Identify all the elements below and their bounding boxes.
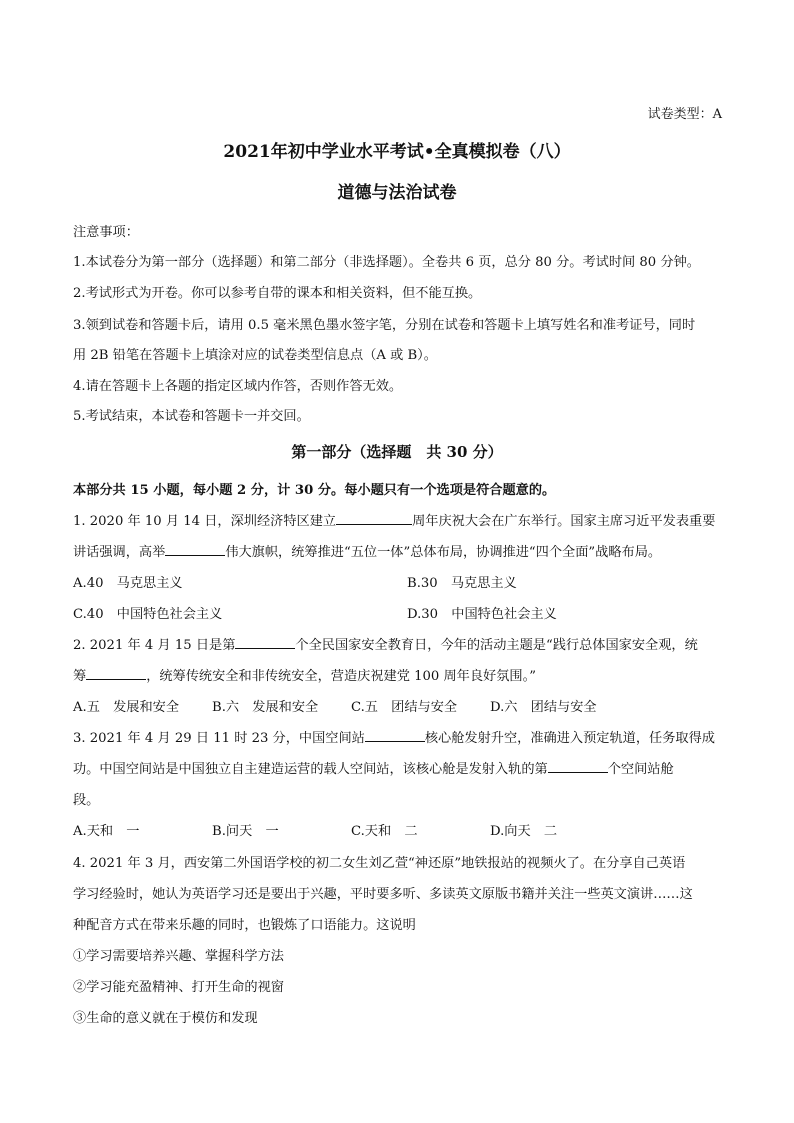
question-3-line-2 [73,758,674,777]
option-d: D.30 中国特色社会主义 [407,607,557,622]
option-d: D.向天 二 [490,824,558,839]
answer-blank [86,666,146,680]
question-2-line-2 [73,665,536,684]
question-1-line-1 [73,510,715,529]
question-text: 伟大旗帜，统筹推进“五位一体”总体布局，协调推进“四个全面”战略布局。 [225,545,662,560]
option-c: C.40 中国特色社会主义 [73,607,223,622]
paper-type-label: 试卷类型：A [647,107,722,122]
question-text: 个全民国家安全教育日，今年的活动主题是“践行总体国家安全观，统 [295,638,698,653]
option-a: A.五 发展和安全 [73,700,180,715]
question-text: ，统筹传统安全和非传统安全，营造庆祝建党 100 周年良好氛围。” [146,669,536,684]
question-text: 功。中国空间站是中国独立自主建造运营的载人空间站，该核心舱是发射入轨的第 [73,762,548,777]
part1-title: 第一部分（选择题 共 30 分） [291,443,503,461]
exam-subtitle: 道德与法治试卷 [337,183,457,203]
note-item: 4.请在答题卡上各题的指定区域内作答，否则作答无效。 [73,379,403,394]
answer-blank [365,728,425,742]
option-a: A.40 马克思主义 [73,576,183,591]
question-text: 1. 2020 年 10 月 14 日，深圳经济特区建立 [73,514,337,529]
question-4-line-1: 4. 2021 年 3 月，西安第二外国语学校的初二女生刘乙萱“神还原”地铁报站的视频火了。在分享自己英语 [73,856,686,871]
option-d: D.六 团结与安全 [490,700,597,715]
option-c: C.五 团结与安全 [351,700,458,715]
note-item: 用 2B 铅笔在答题卡上填涂对应的试卷类型信息点（A 或 B）。 [73,348,437,363]
note-item: 1.本试卷分为第一部分（选择题）和第二部分（非选择题）。全卷共 6 页，总分 80 分。考试时间 80 分钟。 [73,255,700,270]
question-text: 周年庆祝大会在广东举行。国家主席习近平发表重要 [412,514,716,529]
question-3-line-1 [73,727,715,746]
question-text: 核心舱发射升空，准确进入预定轨道，任务取得成 [424,731,715,746]
question-4-line-3: 种配音方式在带来乐趣的同时，也锻炼了口语能力。这说明 [73,918,416,933]
note-item: 3.领到试卷和答题卡后，请用 0.5 毫米黑色墨水签字笔，分别在试卷和答题卡上填写姓名和准考证号，同时 [73,318,696,333]
question-3-line-3: 段。 [73,793,100,808]
option-b: B.30 马克思主义 [407,576,517,591]
exam-title: 2021年初中学业水平考试•全真模拟卷（八） [223,142,571,162]
option-c: C.天和 二 [351,824,418,839]
question-text: 个空间站舱 [607,762,674,777]
question-text: 讲话强调，高举 [73,545,166,560]
option-a: A.天和 一 [73,824,140,839]
question-1-line-2 [73,541,661,560]
answer-blank [336,511,412,525]
part1-instruction: 本部分共 15 小题，每小题 2 分，计 30 分。每小题只有一个选项是符合题意的。 [73,483,556,498]
note-item: 2.考试形式为开卷。你可以参考自带的课本和相关资料，但不能互换。 [73,286,482,301]
question-4-line-2: 学习经验时，她认为英语学习还是要出于兴趣，平时要多听、多读英文原版书籍并关注一些英文演讲……这 [73,887,693,902]
question-2-line-1 [73,634,698,653]
note-item: 5.考试结束，本试卷和答题卡一并交回。 [73,409,310,424]
notes-heading: 注意事项： [73,225,139,240]
option-b: B.问天 一 [212,824,279,839]
statement-3: ③生命的意义就在于模仿和发现 [73,1011,258,1026]
option-b: B.六 发展和安全 [212,700,319,715]
statement-2: ②学习能充盈精神、打开生命的视窗 [73,980,284,995]
answer-blank [165,542,225,556]
statement-1: ①学习需要培养兴趣、掌握科学方法 [73,949,284,964]
question-text: 3. 2021 年 4 月 29 日 11 时 23 分，中国空间站 [73,731,365,746]
answer-blank [548,759,608,773]
answer-blank [235,635,295,649]
question-text: 筹 [73,669,87,684]
question-text: 2. 2021 年 4 月 15 日是第 [73,638,236,653]
